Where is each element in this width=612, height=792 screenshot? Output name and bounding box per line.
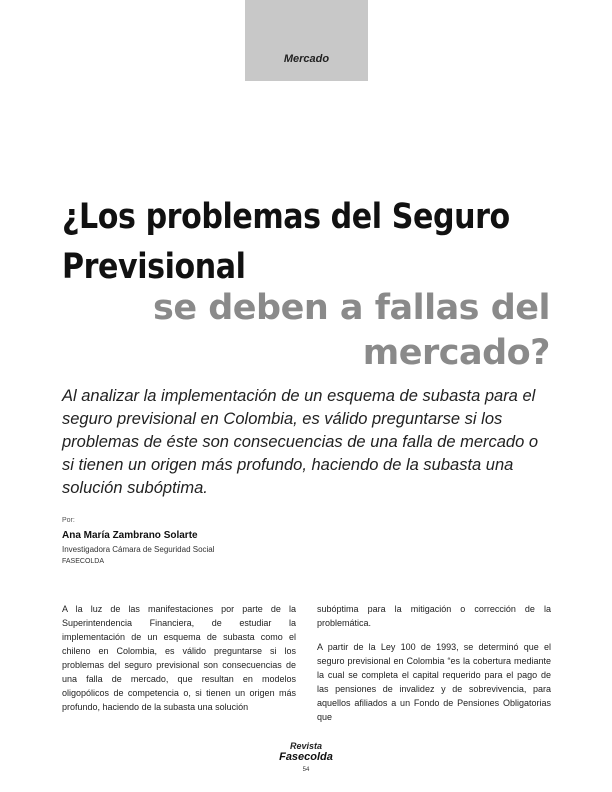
subtitle-line-1: se deben a fallas del bbox=[152, 288, 550, 328]
byline-role: Investigadora Cámara de Seguridad Social bbox=[62, 545, 215, 554]
magazine-logo bbox=[270, 741, 342, 763]
byline-label: Por: bbox=[62, 517, 75, 524]
page-number: 54 bbox=[302, 767, 310, 773]
article-subtitle bbox=[130, 286, 550, 376]
title-line-2: Previsional bbox=[62, 247, 246, 287]
byline-organization: FASECOLDA bbox=[62, 558, 105, 565]
article-lead: Al analizar la implementación de un esquema de subasta para el seguro previsional en Colombia, es válido preguntarse si los problemas de éste son consecuencias de una falla de mercado o si tienen un origen más profundo, haciendo de la subasta una solución subóptima. bbox=[62, 387, 539, 497]
article-title bbox=[62, 192, 510, 292]
section-label: Mercado bbox=[283, 53, 330, 65]
subtitle-line-2: mercado? bbox=[362, 333, 550, 373]
title-line-1: ¿Los problemas del Seguro bbox=[62, 197, 510, 237]
body-paragraph: A la luz de las manifestaciones por parte de la Superintendencia Financiera, de estudiar la implementación de un esquema de subasta como el chileno en Colombia, es válido preguntarse si los problemas del seguro previsional son consecuencias de una falla de mercado, que resultan en modelos oligopólicos de competencia o, si tienen un origen más profundo, haciendo de la subasta una solución bbox=[62, 604, 296, 712]
logo-line-2: Fasecolda bbox=[279, 751, 333, 763]
section-tab bbox=[245, 0, 368, 81]
body-paragraph: A partir de la Ley 100 de 1993, se determinó que el seguro previsional en Colombia “es la cobertura mediante la cual se completa el capital requerido para el pago de las pensiones de invalidez y de sobrevivencia, para aquellos afiliados a un Fondo de Pensiones Obligatorias que bbox=[317, 642, 551, 722]
body-paragraph: subóptima para la mitigación o corrección de la problemática. bbox=[317, 604, 551, 628]
byline-author: Ana María Zambrano Solarte bbox=[62, 530, 198, 541]
body-column-left bbox=[62, 602, 296, 724]
logo-line-1: Revista bbox=[289, 741, 323, 751]
body-column-right bbox=[317, 602, 551, 734]
